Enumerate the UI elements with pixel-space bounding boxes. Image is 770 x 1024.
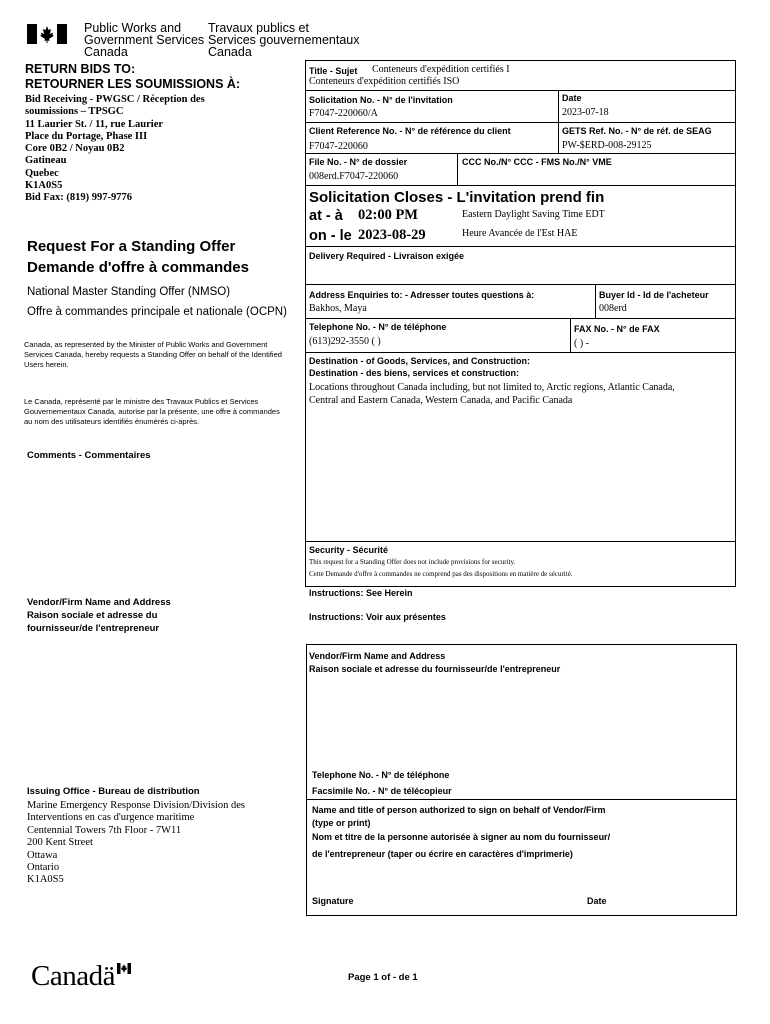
instructions-fr: Instructions: Voir aux présentes (309, 612, 446, 622)
department-name-fr: Travaux publics et Services gouvernementaux Canada (208, 21, 360, 59)
buyer-id-value: 008erd (599, 303, 627, 314)
signature-date-label: Date (587, 896, 607, 906)
canada-flag-icon (27, 24, 67, 44)
file-number-value: 008erd.F7047-220060 (309, 171, 399, 182)
issuing-office-label: Issuing Office - Bureau de distribution (27, 786, 200, 797)
intro-paragraph-en: Canada, as represented by the Minister of Public Works and Government Services Canada, hereby requests a Standing Offer on behalf of the Identified Users herein. (24, 340, 282, 369)
vendor-name-address-label: Vendor/Firm Name and Address Raison sociale et adresse du fournisseur/de l'entrepreneur (27, 597, 171, 634)
comments-label: Comments - Commentaires (27, 450, 151, 461)
destination-label-fr: Destination - des biens, services et construction: (309, 368, 520, 378)
time-zone-fr: Heure Avancée de l'Est HAE (462, 228, 578, 239)
divider (305, 185, 736, 186)
at-label: at - à (309, 208, 343, 224)
authorized-name-hint-fr: de l'entrepreneur (taper ou écrire en caractères d'imprimerie) (312, 849, 573, 859)
department-name-en: Public Works and Government Services Canada (84, 21, 205, 59)
bid-receiving-address: Bid Receiving - PWGSC / Réception des soumissions – TPSGC 11 Laurier St. / 11, rue Laurier Place du Portage, Phase III Core 0B2 / Noyau 0B2 Gatineau Quebec K1A0S5 Bid Fax: (819) 997-9776 (25, 94, 205, 204)
divider (558, 122, 559, 153)
on-label: on - le (309, 228, 352, 244)
authorized-name-hint: (type or print) (312, 818, 371, 828)
divider (305, 122, 736, 123)
time-zone-en: Eastern Daylight Saving Time EDT (462, 209, 605, 220)
destination-value-cont: Central and Eastern Canada, Western Canada, and Pacific Canada (309, 395, 573, 406)
intro-paragraph-fr: Le Canada, représenté par le ministre des Travaux Publics et Services Gouvernementaux Canada, autorise par la présente, une offre à commandes au nom des utilisateurs identifiés énumérés ci-après. (24, 397, 280, 426)
authorized-name-label-fr: Nom et titre de la personne autorisée à signer au nom du fournisseur/ (312, 832, 611, 842)
closing-time-value: 02:00 PM (358, 207, 418, 223)
return-bids-heading: RETURN BIDS TO: RETOURNER LES SOUMISSIONS À: (25, 62, 241, 91)
closing-date-value: 2023-08-29 (358, 227, 426, 243)
delivery-required-label: Delivery Required - Livraison exigée (309, 251, 465, 261)
destination-label-en: Destination - of Goods, Services, and Construction: (309, 356, 531, 366)
file-number-label: File No. - N° de dossier (309, 157, 408, 167)
divider (558, 90, 559, 122)
destination-value: Locations throughout Canada including, but not limited to, Arctic regions, Atlantic Canada, (309, 382, 675, 393)
fax-label: FAX No. - N° de FAX (574, 324, 660, 334)
date-label: Date (562, 93, 582, 103)
vendor-facsimile-label: Facsimile No. - N° de télécopieur (312, 786, 452, 796)
security-text-en: This request for a Standing Offer does not include provisions for security. (309, 558, 516, 566)
vendor-telephone-label: Telephone No. - N° de téléphone (312, 770, 450, 780)
ccc-fms-number-label: CCC No./N° CCC - FMS No./N° VME (462, 157, 612, 167)
buyer-id-label: Buyer Id - Id de l'acheteur (599, 290, 709, 300)
title-value-full: Conteneurs d'expédition certifiés ISO (309, 76, 460, 87)
divider (305, 318, 736, 319)
issuing-office-address: Marine Emergency Response Division/Division des Interventions en cas d'urgence maritime Centennial Towers 7th Floor - 7W11 200 Kent Street Ottawa Ontario K1A0S5 (27, 800, 245, 886)
signature-label: Signature (312, 896, 354, 906)
fax-value: ( ) - (574, 338, 589, 349)
client-reference-label: Client Reference No. - N° de référence du client (309, 126, 511, 136)
vendor-name-label-fr: Raison sociale et adresse du fournisseur/de l'entrepreneur (309, 664, 561, 674)
divider (457, 153, 458, 185)
nmso-label: National Master Standing Offer (NMSO) Offre à commandes principale et nationale (OCPN) (27, 286, 287, 318)
date-value: 2023-07-18 (562, 107, 609, 118)
divider (305, 284, 736, 285)
divider (305, 541, 736, 542)
document-title: Request For a Standing Offer Demande d'offre à commandes (27, 238, 249, 276)
instructions-en: Instructions: See Herein (309, 588, 413, 598)
title-label: Title - Sujet (309, 66, 358, 76)
address-enquiries-value: Bakhos, Maya (309, 303, 367, 314)
divider (305, 153, 736, 154)
telephone-value: (613)292-3550 ( ) (309, 336, 381, 347)
solicitation-closes-label: Solicitation Closes - L'invitation prend fin (309, 189, 605, 206)
divider (570, 318, 571, 352)
divider (306, 799, 737, 800)
wordmark-flag-icon (117, 963, 131, 974)
gets-reference-label: GETS Ref. No. - N° de réf. de SEAG (562, 126, 712, 136)
title-value: Conteneurs d'expédition certifiés I (372, 64, 510, 75)
divider (305, 246, 736, 247)
authorized-name-label: Name and title of person authorized to sign on behalf of Vendor/Firm (312, 805, 606, 815)
client-reference-value: F7047-220060 (309, 141, 368, 152)
divider (305, 352, 736, 353)
security-text-fr: Cette Demande d'offre à commandes ne comprend pas des dispositions en matière de sécurité. (309, 570, 573, 578)
security-label: Security - Sécurité (309, 545, 389, 555)
gets-reference-value: PW-$ERD-008-29125 (562, 140, 652, 151)
address-enquiries-label: Address Enquiries to: - Adresser toutes questions à: (309, 290, 535, 300)
vendor-name-label: Vendor/Firm Name and Address (309, 651, 446, 661)
canada-wordmark-logo: Canadä (31, 960, 115, 992)
divider (305, 90, 736, 91)
telephone-label: Telephone No. - N° de téléphone (309, 322, 447, 332)
solicitation-number-value: F7047-220060/A (309, 108, 378, 119)
solicitation-number-label: Solicitation No. - N° de l'invitation (309, 95, 453, 105)
page-number: Page 1 of - de 1 (348, 972, 418, 983)
divider (595, 284, 596, 318)
